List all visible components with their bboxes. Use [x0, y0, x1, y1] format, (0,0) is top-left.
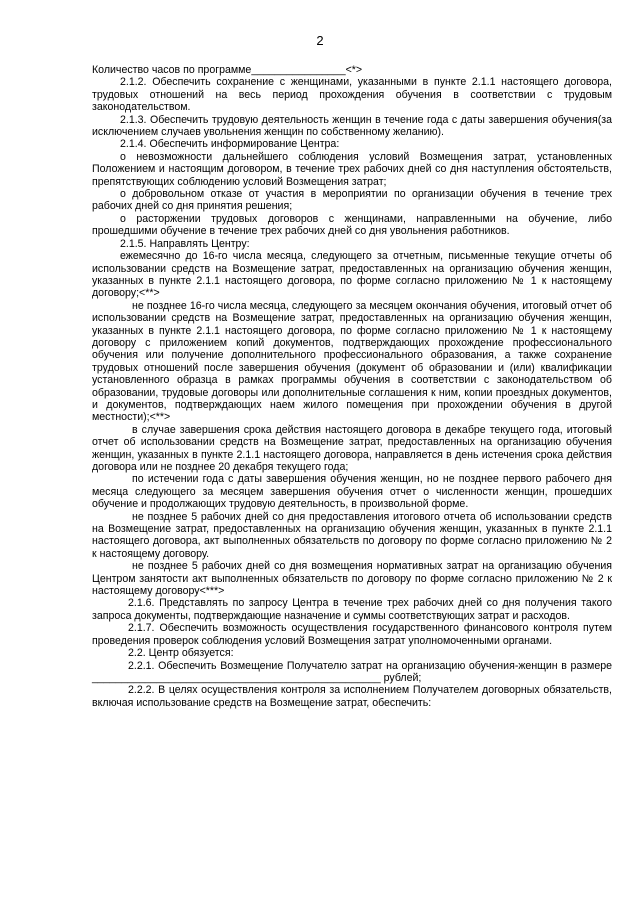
clause-2-1-5-item-6: не позднее 5 рабочих дней со дня возмещения нормативных затрат на организацию обучения Центром занятости акт выполненных обязательств по договору по форме согласно приложению № 2 к настоящему договору<***> — [92, 560, 612, 598]
clause-2-1-5-item-2: не позднее 16-го числа месяца, следующего за месяцем окончания обучения, итоговый отчет об использовании средств на Возмещение затрат, предоставленных на организацию обучения женщин, указанных в пункте 2.1.1 настоящего договора, по форме согласно приложению № 1 к настоящему договору с приложением копий документов, подтверждающих прохождение профессионального обучения или получение дополнительного профессионального образования, а также сохранение трудовых отношений после завершения обучения (документ об образовании и (или) квалификации установленного образца в рамках программы обучения в соответствии с законодательством об образовании, трудовые договоры или дополнительные соглашения к ним, копии проездных документов, и документов, подтверждающих наем жилого помещения при прохождении обучения в другой местности);<**> — [92, 299, 612, 424]
clause-2-1-4-item-1: о невозможности дальнейшего соблюдения условий Возмещения затрат, установленных Положением и настоящим договором, в течение трех рабочих дней со дня наступления обстоятельств, препятствующих соблюдению условий Возмещения затрат; — [92, 150, 612, 188]
document-body — [92, 64, 612, 709]
clause-2-2: 2.2. Центр обязуется: — [128, 647, 234, 660]
clause-2-1-5-item-1: ежемесячно до 16-го числа месяца, следующего за отчетным, письменные текущие отчеты об использовании средств на Возмещение затрат, предоставленных на организацию обучения женщин, указанных в пункте 2.1.1 настоящего договора, по форме согласно приложению № 1 к настоящему договору;<**> — [92, 250, 612, 300]
clause-2-1-4-item-3: о расторжении трудовых договоров с женщинами, направленными на обучение, либо прошедшими обучение в течение трех рабочих дней со дня увольнения работников. — [92, 212, 612, 238]
page-number: 2 — [316, 33, 324, 48]
clause-2-1-4: 2.1.4. Обеспечить информирование Центра: — [120, 138, 340, 151]
clause-2-1-6: 2.1.6. Представлять по запросу Центра в течение трех рабочих дней со дня получения такого запроса документы, подтверждающие назначение и суммы соответствующих затрат и расходов. — [92, 597, 612, 622]
clause-2-1-5-item-3: в случае завершения срока действия настоящего договора в декабре текущего года, итоговый отчет об использовании средств на Возмещение затрат, предоставленных на организацию обучения женщин, указанных в пункте 2.1.1 настоящего договора, направляется в день истечения срока действия договора или не позднее 20 декабря текущего года; — [92, 423, 612, 473]
clause-2-1-4-item-2: о добровольном отказе от участия в мероприятии по организации обучения в течение трех рабочих дней со дня принятия решения; — [92, 188, 612, 213]
clause-2-2-2: 2.2.2. В целях осуществления контроля за исполнением Получателем договорных обязательств, включая использование средств на Возмещение затрат, обеспечить: — [92, 684, 612, 709]
clause-2-1-5-item-4: по истечении года с даты завершения обучения женщин, но не позднее первого рабочего дня месяца следующего за месяцем завершения обучения отчет о численности женщин, прошедших обучение и продолжающих трудовую деятельность, в произвольной форме. — [92, 473, 612, 511]
clause-2-1-2: 2.1.2. Обеспечить сохранение с женщинами, указанными в пункте 2.1.1 настоящего договора, трудовых отношений на весь период прохождения обучения в соответствии с трудовым законодательством. — [92, 76, 612, 114]
clause-2-1-7: 2.1.7. Обеспечить возможность осуществления государственного финансового контроля путем проведения проверок соблюдения условий Возмещения затрат уполномоченными органами. — [92, 622, 612, 647]
clause-2-1-5: 2.1.5. Направлять Центру: — [120, 237, 250, 250]
clause-2-1-3: 2.1.3. Обеспечить трудовую деятельность женщин в течение года с даты завершения обучения(за исключением случаев увольнения женщин по собственному желанию). — [92, 113, 612, 139]
clause-2-1-5-item-5: не позднее 5 рабочих дней со дня предоставления итогового отчета об использовании средств на Возмещение затрат, предоставленных на организацию обучения женщин, указанных в пункте 2.1.1 настоящего договора, акт выполненных обязательств по договору по форме согласно приложению № 2 к настоящему договору. — [92, 510, 612, 560]
hours-line: Количество часов по программе________________<*> — [92, 64, 363, 76]
clause-2-2-1: 2.2.1. Обеспечить Возмещение Получателю затрат на организацию обучения-женщин в размере _________________________________________________ рублей; — [92, 659, 612, 684]
